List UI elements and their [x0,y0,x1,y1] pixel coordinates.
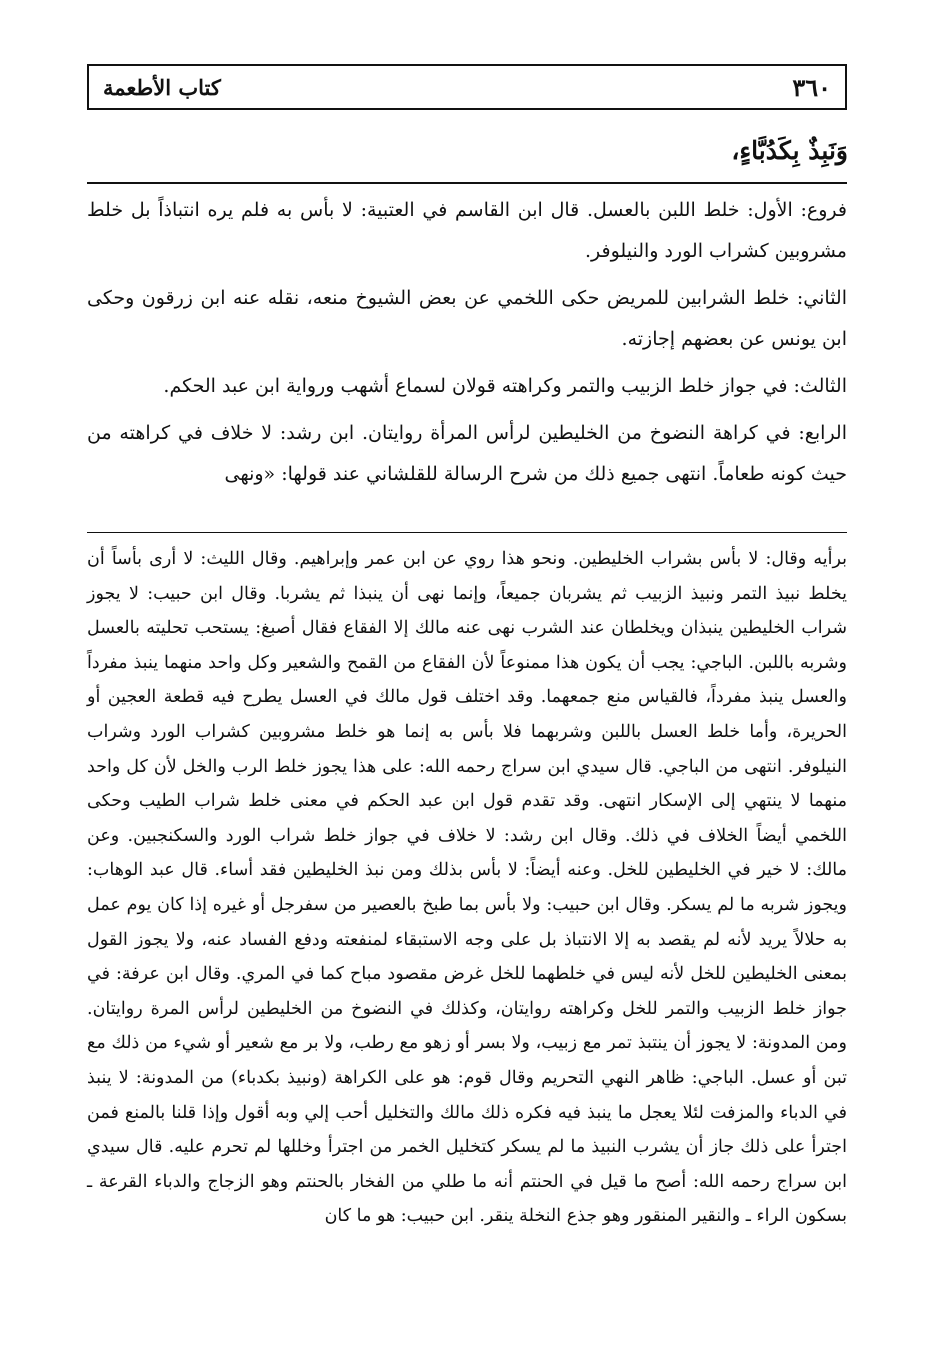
commentary-paragraph-3: الثالث: في جواز خلط الزبيب والتمر وكراهته قولان لسماع أشهب ورواية ابن عبد الحكم. [163,375,847,397]
footnote-section [87,542,847,1234]
page-header [87,64,847,110]
matn-divider [87,182,847,184]
commentary-section [87,190,847,501]
commentary-paragraph-2: الثاني: خلط الشرابين للمريض حكى اللخمي عن بعض الشيوخ منعه، نقله عنه ابن زرقون وحكى ابن يونس عن بعضهم إجازته. [87,287,847,350]
commentary-paragraph-1: فروع: الأول: خلط اللبن بالعسل. قال ابن القاسم في العتبية: لا بأس به فلم يره انتباذاً بل خلط مشروبين كشراب الورد والنيلوفر. [87,199,847,262]
footnote-divider [87,532,847,533]
footnote-text: برأيه وقال: لا بأس بشراب الخليطين. ونحو هذا روي عن ابن عمر وإبراهيم. وقال الليث: لا أرى بأساً أن يخلط نبيذ التمر ونبيذ الزبيب ثم يشربان جميعاً، وإنما نهى أن ينبذا ثم يشربا. وقال ابن حبيب: لا يجوز شراب الخليطين ينبذان ويخلطان عند الشرب نهى عنه مالك إلا الفقاع فقال أصبغ: يستحب تحليته بالعسل وشربه باللبن. الباجي: يجب أن يكون هذا ممنوعاً لأن الفقاع من القمح والشعير وكل واحد منهما ينبذ مفرداً والعسل ينبذ مفرداً، فالقياس منع جمعهما. وقد اختلف قول مالك في العسل يطرح فيه قطعة العجين أو الحريرة، وأما خلط العسل باللبن وشربهما فلا بأس به إنما هو خلط مشروبين كشراب الورد وشراب النيلوفر. انتهى من الباجي. قال سيدي ابن سراج رحمه الله: على هذا يجوز خلط الرب والخل لأن كل واحد منهما لا ينتهي إلى الإسكار انتهى. وقد تقدم قول ابن عبد الحكم في معنى خلط شراب الطيب وحكى اللخمي أيضاً الخلاف في ذلك. وقال ابن رشد: لا خلاف في جواز خلط شراب الورد والسكنجبين. وعن مالك: لا خير في الخليطين للخل. وعنه أيضاً: لا بأس بذلك ومن نبذ الخليطين فقد أساء. قال عبد الوهاب: ويجوز شربه ما لم يسكر. وقال ابن حبيب: ولا بأس بما طبخ بالعصير من سفرجل أو غيره إذا كان يوم عمل به حلالاً يريد لأنه لم يقصد به إلا الانتباذ بل على وجه الاستبقاء لمنفعته ودفع الفساد عنه، ولا يجوز القول بمعنى الخليطين للخل لأنه ليس في خلطهما للخل غرض مقصود مباح كما في المري. وقال ابن عرفة: في جواز خلط الزبيب والتمر للخل وكراهته روايتان، وكذلك في النضوخ من الخليطين لرأس المرة روايتان. ومن المدونة: لا يجوز أن ينتبذ تمر مع زبيب، ولا بسر أو زهو مع رطب، ولا بر مع شعير أو شيء من ذلك مع تبن أو عسل. الباجي: ظاهر النهي التحريم وقال قوم: هو على الكراهة (ونبيذ بكدباء) من المدونة: لا ينبذ في الدباء والمزفت لئلا يعجل ما ينبذ فيه فكره ذلك مالك والتخليل أحب إلي وبه أقول وإذا قلنا بالمنع فمن اجترأ على ذلك جاز أن يشرب النبيذ ما لم يسكر كتخليل الخمر من اجترأ وخللها لم تحرم عليه. قال سيدي ابن سراج رحمه الله: أصح ما قيل في الحنتم أنه ما طلي من الفخار بالحنتم وهو الزجاج والدباء القرعة ـ بسكون الراء ـ والنقير المنقور وهو جذع النخلة ينقر. ابن حبيب: هو ما كان [87,549,847,1227]
page-number: ٣٦٠ [792,72,831,102]
matn-text: وَنَبِذٌ بِكَدُبَّاءٍ، [731,136,848,165]
commentary-paragraph-4: الرابع: في كراهة النضوخ من الخليطين لرأس المرأة روايتان. ابن رشد: لا خلاف في كراهته من حيث كونه طعاماً. انتهى جميع ذلك من شرح الرسالة للقلشاني عند قولها: «ونهى [87,422,847,485]
book-title: كتاب الأطعمة [103,74,221,100]
